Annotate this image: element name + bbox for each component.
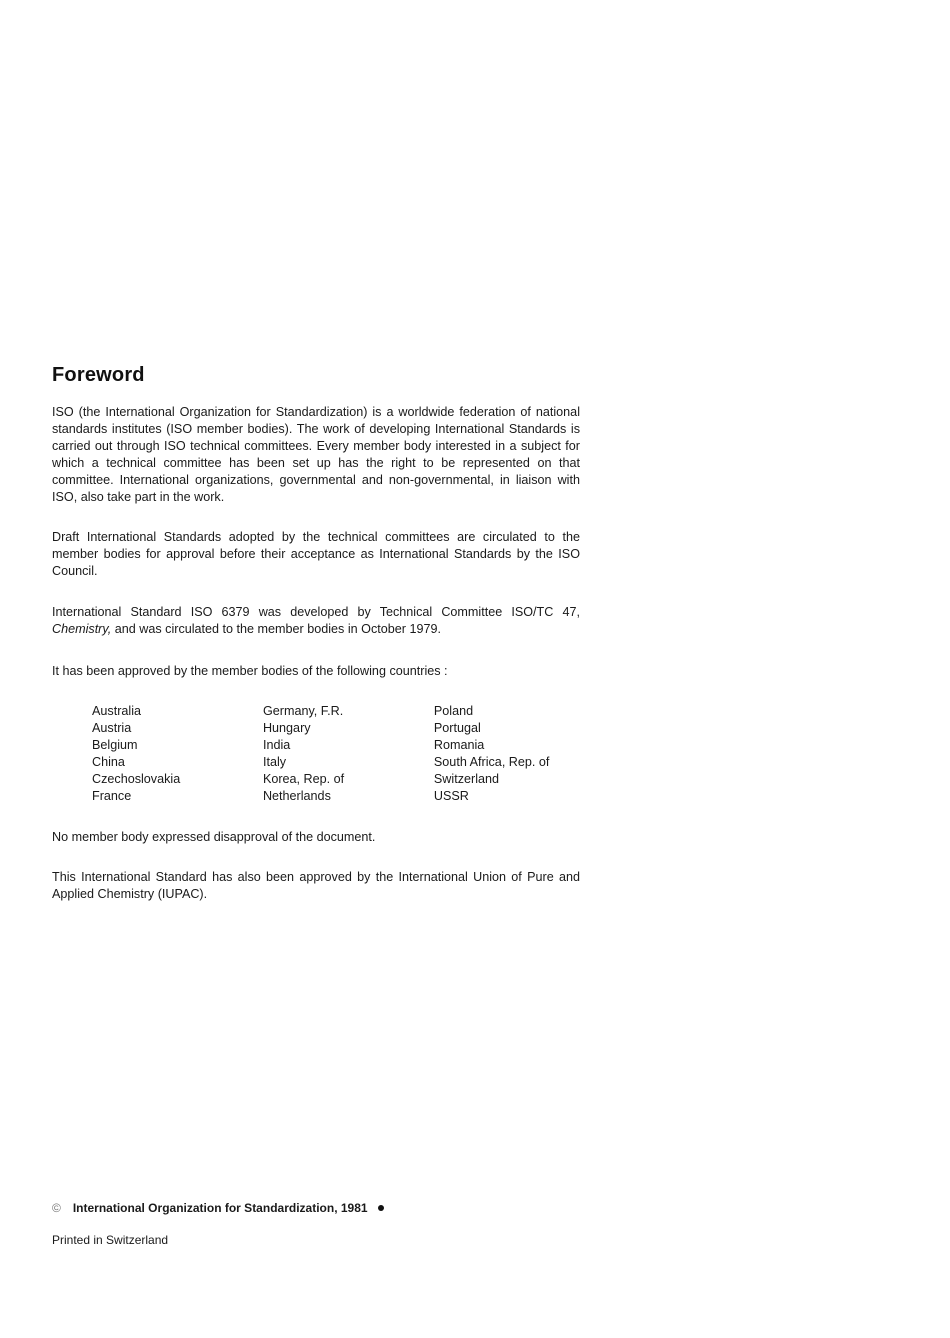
country-item: Switzerland [433,772,500,786]
country-column-2 [263,703,434,805]
country-item: France [92,789,132,803]
paragraph-approval-intro: It has been approved by the member bodies of the following countries : [52,664,448,678]
country-item: Romania [433,738,485,752]
paragraph-standard-development [52,604,580,638]
country-column-3 [434,703,592,805]
country-item: Czechoslovakia [92,772,181,786]
country-item: Austria [92,721,132,735]
paragraph-iso-description: ISO (the International Organization for Standardization) is a worldwide federation of national standards institutes (ISO member bodies). The work of developing International Standards is carried out through ISO technical committees. Every member body interested in a subject for which a technical committee has been set up has the right to be represented on that committee. International organizations, governmental and non-governmental, in liaison with ISO, also take part in the work. [52,405,580,504]
committee-title-italic: Chemistry, [52,622,112,636]
copyright-text: International Organization for Standardization, 1981 [72,1201,368,1215]
country-item: Australia [92,704,141,718]
copyright-icon: © [52,1201,61,1215]
paragraph-no-disapproval: No member body expressed disapproval of the document. [52,830,376,844]
country-item: Netherlands [262,789,331,803]
country-column-1 [92,703,263,805]
country-item: Italy [262,755,287,769]
paragraph-iupac-approval: This International Standard has also been approved by the International Union of Pure and Applied Chemistry (IUPAC). [52,870,580,901]
page-title: Foreword [52,364,145,386]
country-list [92,703,592,805]
country-item: Germany, F.R. [262,704,344,718]
paragraph-standard-development-start: International Standard ISO 6379 was developed by Technical Committee ISO/TC 47, [52,605,580,619]
copyright-line [52,1201,384,1215]
country-item: Portugal [433,721,481,735]
country-item: Hungary [262,721,311,735]
country-item: Korea, Rep. of [262,772,345,786]
country-item: South Africa, Rep. of [433,755,550,769]
country-item: Belgium [92,738,138,752]
country-item: China [92,755,125,769]
paragraph-standard-development-end: and was circulated to the member bodies in October 1979. [114,622,441,636]
paragraph-draft-standards: Draft International Standards adopted by the technical committees are circulated to the member bodies for approval before their acceptance as International Standards by the ISO Council. [52,530,580,578]
printed-location: Printed in Switzerland [52,1233,169,1247]
country-item: USSR [433,789,469,803]
country-item: Poland [433,704,474,718]
country-item: India [262,738,291,752]
bullet-icon [378,1205,384,1211]
